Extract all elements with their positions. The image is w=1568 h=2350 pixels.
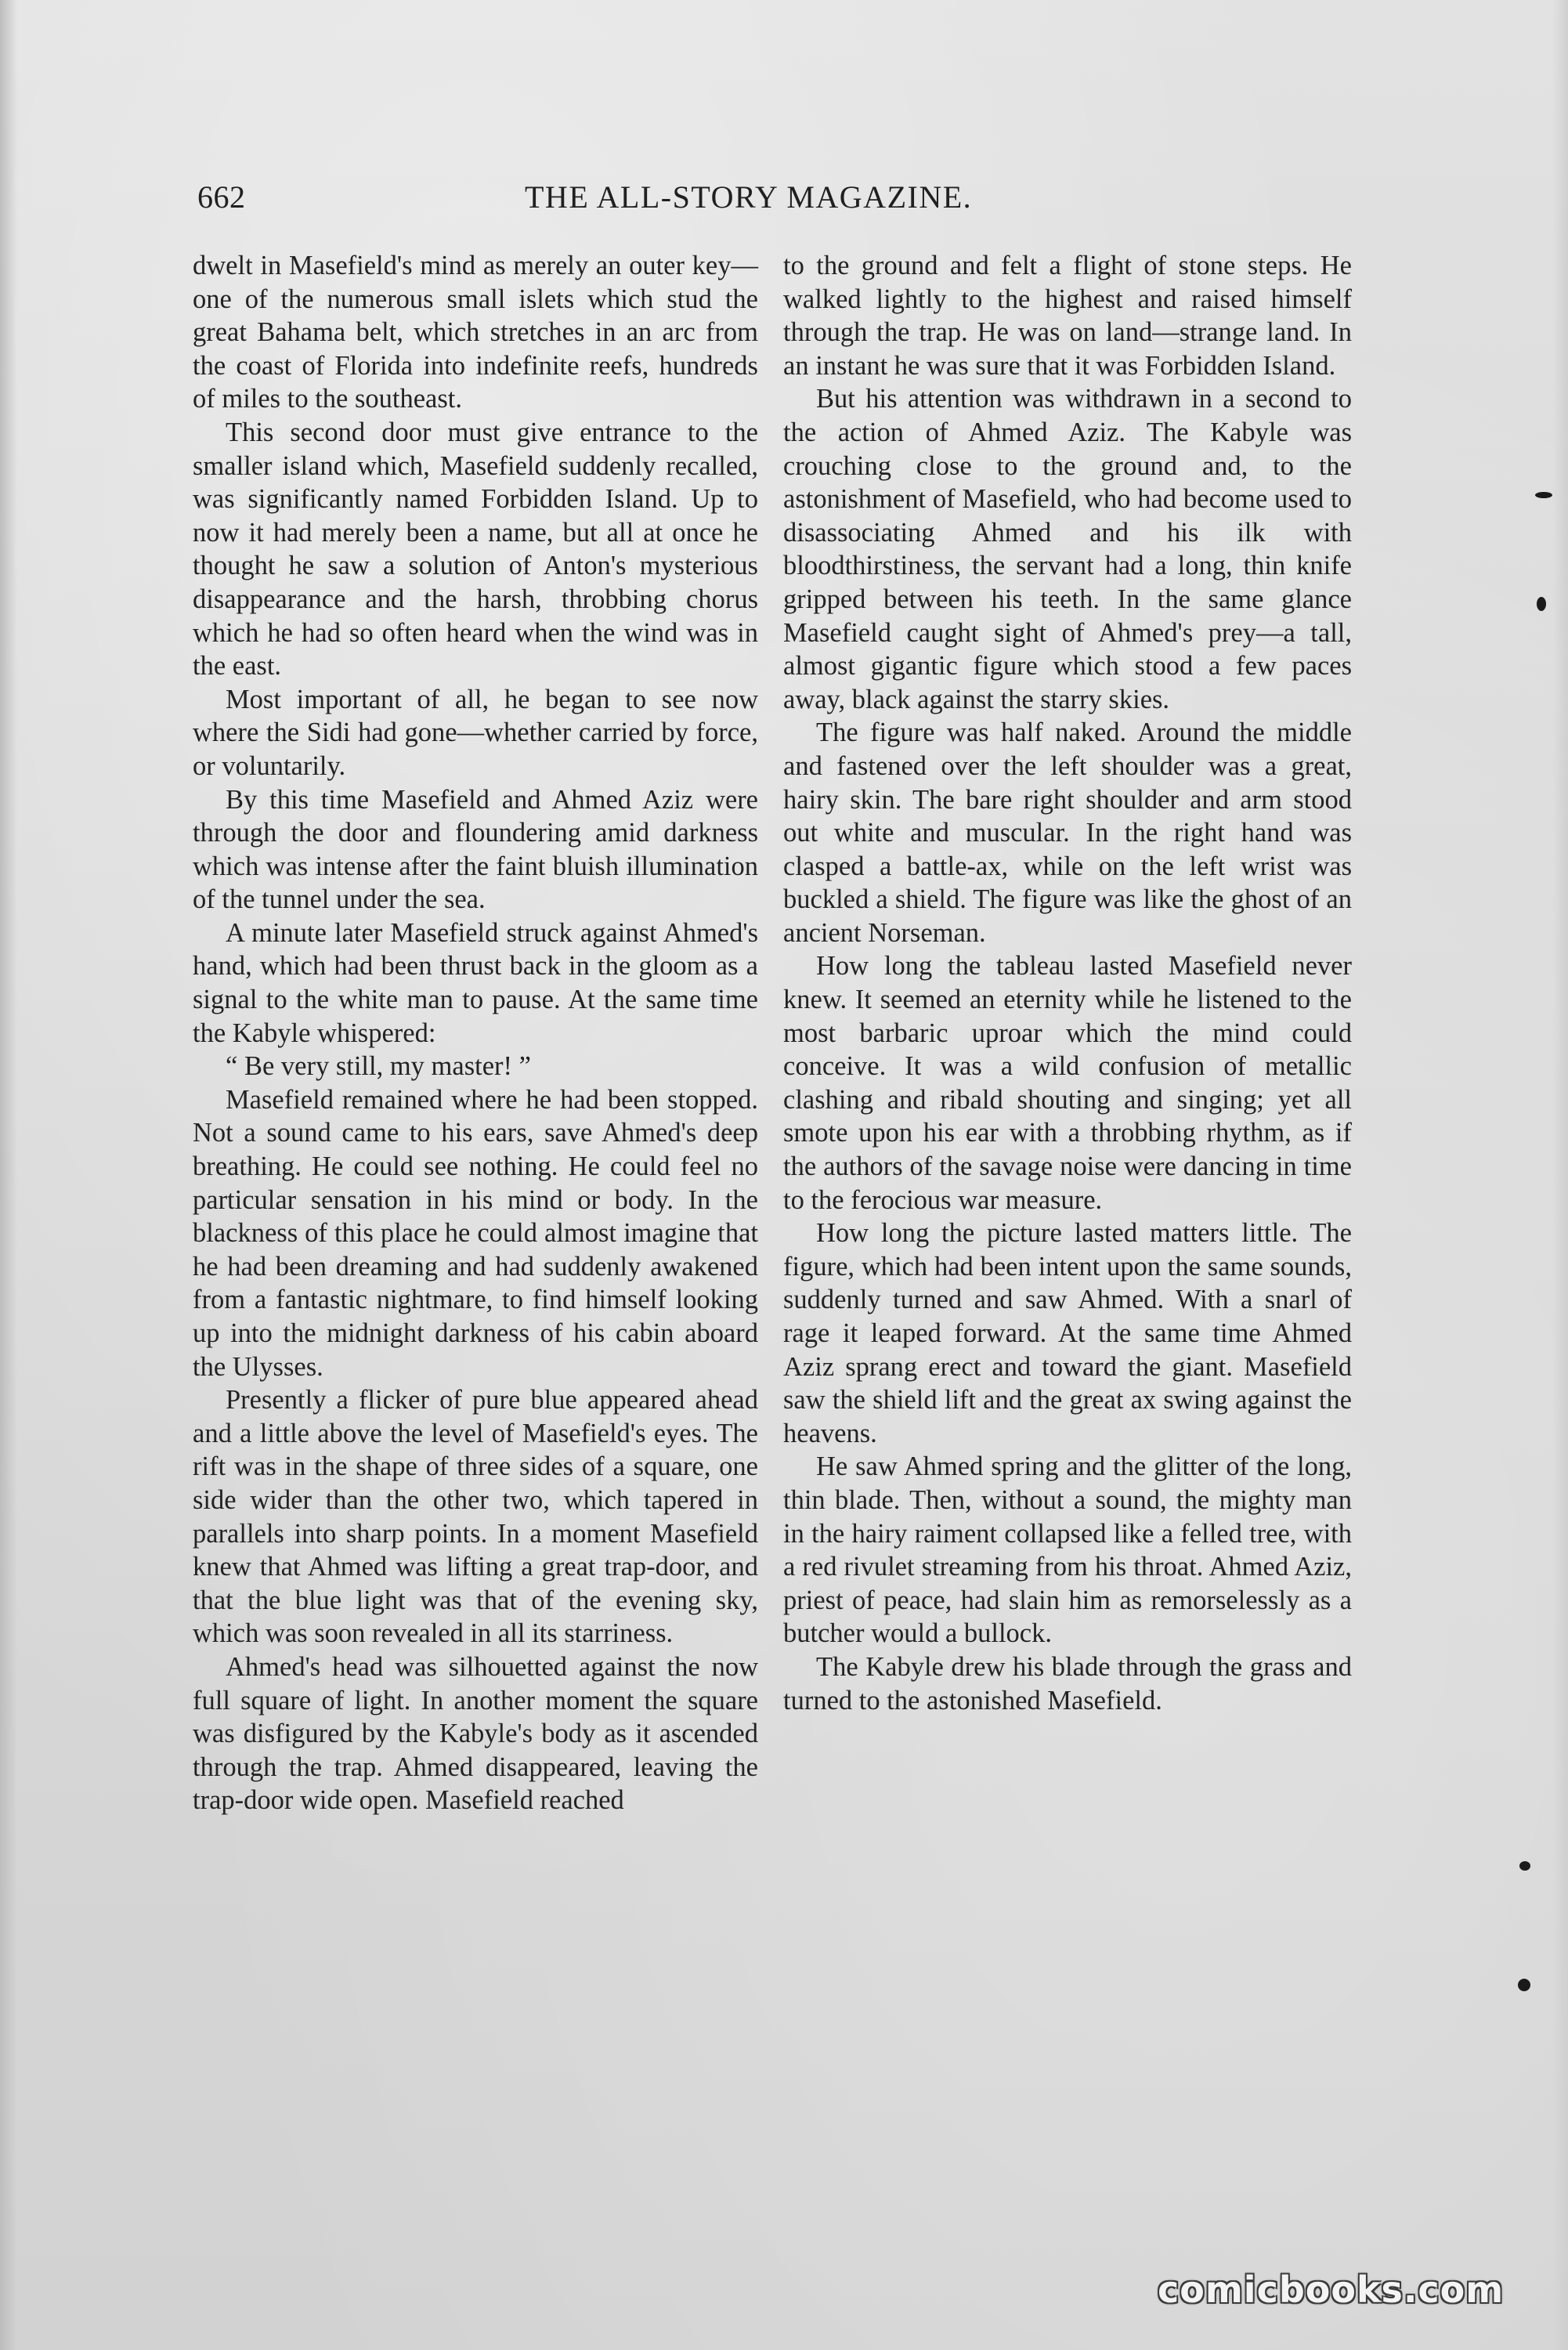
paragraph: By this time Masefield and Ahmed Aziz were through the door and floundering amid darkness which was intense after the faint bluish illumination of the tunnel under the sea. [193,784,758,915]
paragraph: Most important of all, he began to see now where the Sidi had gone—whether carried by force, or voluntarily. [193,684,758,781]
ink-speck [1537,597,1546,611]
paragraph: This second door must give entrance to the smaller island which, Masefield suddenly recalled, was significantly named Forbidden Island. Up to now it had merely been a name, but all at once he thought he saw a solution of Anton's mysterious disappearance and the harsh, throbbing chorus which he had so often heard when the wind was in the east. [193,417,758,682]
dialogue-line: “ Be very still, my master! ” [226,1051,531,1082]
paragraph: How long the tableau lasted Masefield never knew. It seemed an eternity while he listened to the most barbaric uproar which the mind could conceive. It was a wild confusion of metallic clashing and ribald shouting and singing; yet all smote upon his ear with a throbbing rhythm, as if the authors of the savage noise were dancing in time to the ferocious war measure. [783,951,1352,1215]
ink-speck [1518,1979,1530,1991]
paragraph: He saw Ahmed spring and the glitter of the long, thin blade. Then, without a sound, the mighty man in the hairy raiment collapsed like a felled tree, with a red rivulet streaming from his throat. Ahmed Aziz, priest of peace, had slain him as remorselessly as a butcher would a bullock. [783,1452,1352,1649]
watermark-logo: comicbooks.com [1158,2269,1505,2311]
page-edge-shadow-left [0,0,17,2350]
paragraph: How long the picture lasted matters little. The figure, which had been intent upon the same sounds, suddenly turned and saw Ahmed. With a snarl of rage it leaped forward. At the same time Ahmed Aziz sprang erect and toward the giant. Masefield saw the shield lift and the great ax swing against the heavens. [783,1218,1352,1448]
page-number: 662 [197,179,246,215]
text-column-right [783,249,1352,1717]
text-column-left [193,249,758,1817]
ink-speck [1535,492,1552,498]
paragraph: to the ground and felt a flight of stone steps. He walked lightly to the highest and raised himself through the trap. He was on land—strange land. In an instant he was sure that it was Forbidden Island. [783,251,1352,381]
paragraph: But his attention was withdrawn in a second to the action of Ahmed Aziz. The Kabyle was crouching close to the ground and, to the astonishment of Masefield, who had become used to disassociating Ahmed and his ilk with bloodthirstiness, the servant had a long, thin knife gripped between his teeth. In the same glance Masefield caught sight of Ahmed's prey—a tall, almost gigantic figure which stood a few paces away, black against the starry skies. [783,384,1352,714]
paragraph: The Kabyle drew his blade through the grass and turned to the astonished Masefield. [783,1651,1352,1716]
paragraph: Presently a flicker of pure blue appeared ahead and a little above the level of Masefield's eyes. The rift was in the shape of three sides of a square, one side wider than the other two, which tapered in parallels into sharp points. In a moment Masefield knew that Ahmed was lifting a great trap-door, and that the blue light was that of the evening sky, which was soon revealed in all its starriness. [193,1385,758,1649]
page-edge-shadow-right [1552,0,1568,2350]
paragraph: The figure was half naked. Around the middle and fastened over the left shoulder was a great, hairy skin. The bare right shoulder and arm stood out white and muscular. In the right hand was clasped a battle-ax, while on the left wrist was buckled a shield. The figure was like the ghost of an ancient Norseman. [783,718,1352,948]
running-head [197,179,1372,226]
paragraph: A minute later Masefield struck against Ahmed's hand, which had been thrust back in the gloom as a signal to the white man to pause. At the same time the Kabyle whispered: [193,917,758,1048]
paragraph: Masefield remained where he had been stopped. Not a sound came to his ears, save Ahmed's deep breathing. He could see nothing. He could feel no particular sensation in his mind or body. In the blackness of this place he could almost imagine that he had been dreaming and had suddenly awakened from a fantastic nightmare, to find himself looking up into the midnight darkness of his cabin aboard the Ulysses. [193,1084,758,1382]
ink-speck [1519,1861,1530,1871]
paragraph: Ahmed's head was silhouetted against the now full square of light. In another moment the square was disfigured by the Kabyle's body as it ascended through the trap. Ahmed disappeared, leaving the trap-door wide open. Masefield reached [193,1651,758,1816]
paragraph: dwelt in Masefield's mind as merely an outer key—one of the numerous small islets which stud the great Bahama belt, which stretches in an arc from the coast of Florida into indefinite reefs, hundreds of miles to the southeast. [193,251,758,414]
magazine-title: THE ALL-STORY MAGAZINE. [525,179,973,215]
